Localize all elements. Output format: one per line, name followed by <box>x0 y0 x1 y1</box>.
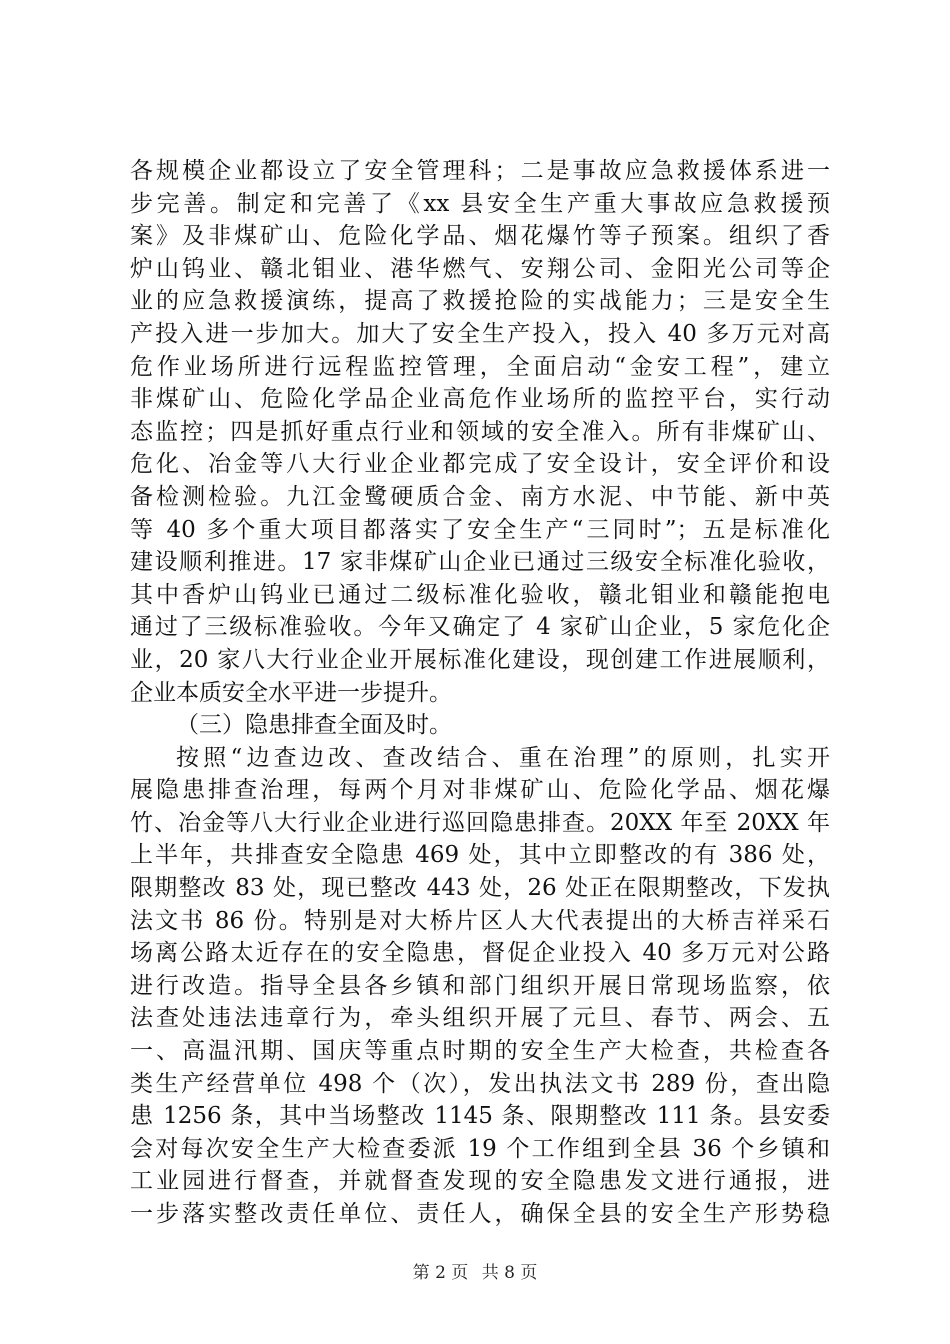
text-line: 进行改造。指导全县各乡镇和部门组织开展日常现场监察，依 <box>130 972 830 999</box>
text-line: 法文书 86 份。特别是对大桥片区人大代表提出的大桥吉祥采石 <box>130 907 830 934</box>
text-line: 产投入进一步加大。加大了安全生产投入，投入 40 多万元对高 <box>130 320 830 347</box>
text-line: 竹、冶金等八大行业企业进行巡回隐患排查。20XX 年至 20XX 年 <box>130 809 830 836</box>
text-line: 危化、冶金等八大行业企业都完成了安全设计，安全评价和设 <box>130 451 830 478</box>
text-line: 等 40 多个重大项目都落实了安全生产“三同时”；五是标准化 <box>130 516 830 543</box>
text-line: 态监控；四是抓好重点行业和领域的安全准入。所有非煤矿山、 <box>130 418 830 445</box>
text-line: 其中香炉山钨业已通过二级标准化验收，赣北钼业和赣能抱电 <box>130 581 830 608</box>
text-line: 各规模企业都设立了安全管理科；二是事故应急救援体系进一 <box>130 158 830 184</box>
page-total: 共 8 页 <box>481 1263 538 1283</box>
text-line: 备检测检验。九江金鹭硬质合金、南方水泥、中节能、新中英 <box>130 483 830 510</box>
text-line: 企业本质安全水平进一步提升。 <box>130 679 452 706</box>
text-line: 类生产经营单位 498 个（次），发出执法文书 289 份，查出隐 <box>130 1070 830 1097</box>
text-line: 建设顺利推进。17 家非煤矿山企业已通过三级安全标准化验收， <box>130 549 830 576</box>
text-line: 会对每次安全生产大检查委派 19 个工作组到全县 36 个乡镇和 <box>130 1135 830 1162</box>
body-text <box>130 155 830 1231</box>
text-line: 患 1256 条，其中当场整改 1145 条、限期整改 111 条。县安委 <box>130 1103 830 1130</box>
text-line: 非煤矿山、危险化学品企业高危作业场所的监控平台，实行动 <box>130 386 830 413</box>
page-footer <box>0 1262 950 1284</box>
text-line: 按照“边查边改、查改结合、重在治理”的原则，扎实开 <box>176 744 830 771</box>
text-line: 一步落实整改责任单位、责任人，确保全县的安全生产形势稳 <box>130 1201 830 1227</box>
text-line: 通过了三级标准验收。今年又确定了 4 家矿山企业，5 家危化企 <box>130 614 830 641</box>
text-line: 法查处违法违章行为，牵头组织开展了元旦、春节、两会、五 <box>130 1005 830 1032</box>
text-line: 步完善。制定和完善了《xx 县安全生产重大事故应急救援预 <box>130 190 830 217</box>
text-line: 上半年，共排查安全隐患 469 处，其中立即整改的有 386 处， <box>130 842 830 869</box>
text-line: 场离公路太近存在的安全隐患，督促企业投入 40 多万元对公路 <box>130 940 830 967</box>
text-line: 限期整改 83 处，现已整改 443 处，26 处正在限期整改，下发执 <box>130 875 830 902</box>
text-line: 业的应急救援演练，提高了救援抢险的实战能力；三是安全生 <box>130 288 830 315</box>
text-line: 炉山钨业、赣北钼业、港华燃气、安翔公司、金阳光公司等企 <box>130 255 830 282</box>
text-line: 危作业场所进行远程监控管理，全面启动“金安工程”，建立 <box>130 353 830 380</box>
section-heading: （三）隐患排查全面及时。 <box>176 712 452 739</box>
text-line: 业，20 家八大行业企业开展标准化建设，现创建工作进展顺利， <box>130 646 830 673</box>
text-line: 工业园进行督查，并就督查发现的安全隐患发文进行通报，进 <box>130 1168 830 1195</box>
page-number: 第 2 页 <box>412 1263 469 1283</box>
text-line: 案》及非煤矿山、危险化学品、烟花爆竹等子预案。组织了香 <box>130 223 830 250</box>
text-line: 展隐患排查治理，每两个月对非煤矿山、危险化学品、烟花爆 <box>130 777 830 804</box>
text-line: 一、高温汛期、国庆等重点时期的安全生产大检查，共检查各 <box>130 1038 830 1065</box>
